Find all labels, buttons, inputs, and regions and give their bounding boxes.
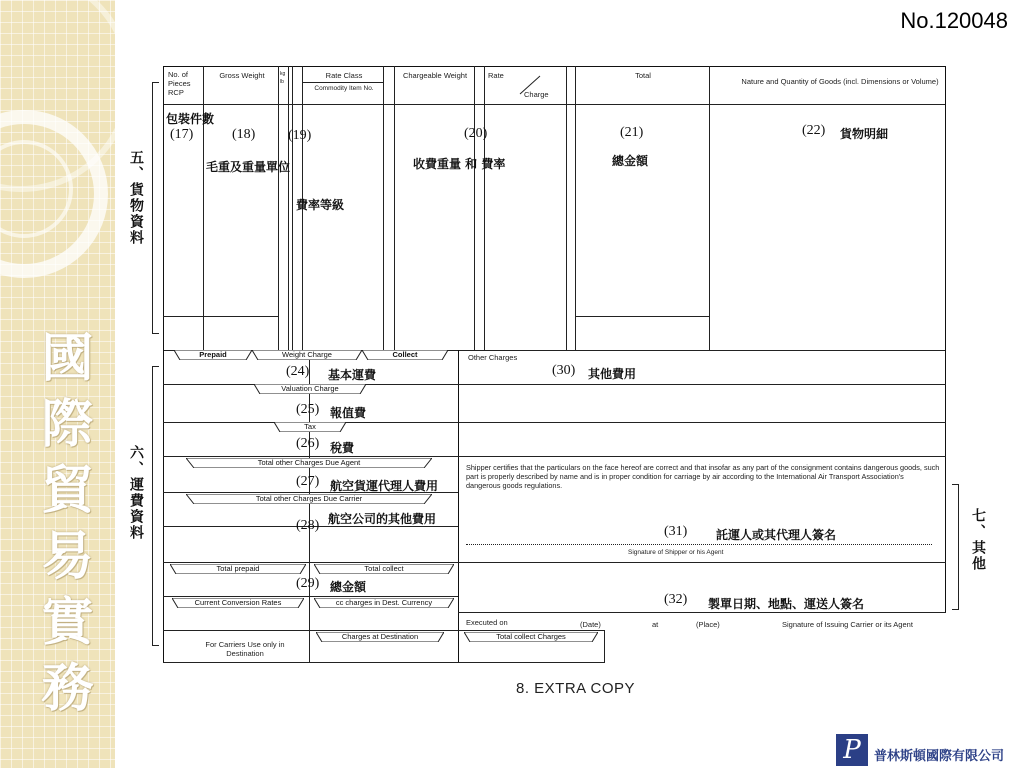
annot-basic: 基本運費 (328, 368, 377, 382)
annot-28: (28) (296, 518, 320, 533)
col-line (383, 66, 384, 350)
annot-32: (32) (664, 592, 688, 607)
col-line (163, 316, 278, 317)
section-five-bracket (152, 82, 159, 334)
executed-on-label: Executed on (466, 618, 508, 627)
other-charges-label: Other Charges (468, 353, 518, 362)
document-number: No.120048 (900, 8, 1008, 33)
tab-total-other-agent: Total other Charges Due Agent (186, 458, 432, 468)
tab-cc-charges: cc charges in Dest. Currency (314, 598, 454, 608)
annot-gross: 毛重及重量單位 (206, 160, 291, 174)
header-chargeable-weight: Chargeable Weight (402, 71, 468, 80)
col-line (394, 66, 395, 350)
annot-18: (18) (232, 127, 256, 142)
execution-dotted-line (466, 612, 936, 614)
header-commodity: Commodity Item No. (314, 85, 374, 92)
col-line (575, 66, 576, 350)
extra-copy-label: 8. EXTRA COPY (516, 680, 636, 697)
annot-30: (30) (552, 363, 576, 378)
company-logo (836, 734, 868, 766)
row-line (458, 384, 946, 385)
col-line (484, 66, 485, 350)
annot-total-amount: 總金額 (330, 580, 367, 594)
annot-chargeable: 收費重量 和 費率 (413, 157, 506, 171)
tab-total-prepaid: Total prepaid (170, 564, 306, 574)
annot-21: (21) (620, 125, 644, 140)
tab-weight-charge: Weight Charge (252, 350, 362, 360)
annot-tax: 稅費 (330, 441, 355, 455)
col-line (604, 630, 605, 662)
col-line (302, 82, 383, 83)
row-line (458, 456, 946, 457)
annot-carrier: 航空公司的其他費用 (328, 512, 437, 526)
header-total: Total (635, 71, 651, 80)
tab-valuation-charge: Valuation Charge (254, 384, 366, 394)
header-rate: Rate (488, 71, 504, 80)
header-gross-weight: Gross Weight (219, 71, 265, 80)
annot-29: (29) (296, 576, 320, 591)
col-line (458, 350, 459, 662)
annot-agent: 航空貨運代理人費用 (330, 479, 439, 493)
row-line (458, 422, 946, 423)
company-name: 普林斯頓國際有限公司 (874, 749, 1005, 764)
annot-total: 總金額 (612, 154, 649, 168)
form-right-border (945, 66, 946, 612)
annot-20: (20) (464, 126, 488, 141)
form-top-border (163, 66, 946, 67)
annot-goods: 貨物明細 (840, 127, 889, 141)
section-seven-bracket (952, 484, 959, 610)
signature-dotted-line (466, 544, 932, 546)
annot-issue: 製單日期、地點、運送人簽名 (708, 597, 865, 611)
section-six-label: 六、運費資料 (128, 445, 144, 541)
row-line (163, 662, 605, 663)
section-six-bracket (152, 366, 159, 646)
header-divider (163, 104, 946, 105)
annot-rate-class: 費率等級 (296, 198, 345, 212)
col-line (575, 316, 709, 317)
col-line (474, 66, 475, 350)
tab-prepaid: Prepaid (174, 350, 252, 360)
annot-other: 其他費用 (588, 367, 637, 381)
row-line (163, 456, 458, 457)
annot-17: (17) (170, 127, 194, 142)
col-line (278, 66, 279, 350)
col-line (292, 66, 293, 350)
annot-19: (19) (288, 128, 312, 143)
annot-26: (26) (296, 436, 320, 451)
annot-22: (22) (802, 123, 826, 138)
col-line (709, 66, 710, 350)
row-line (458, 562, 946, 563)
header-nature-goods: Nature and Quantity of Goods (incl. Dimensions or Volume) (741, 77, 939, 86)
issuing-carrier-label: Signature of Issuing Carrier or its Agent (782, 620, 913, 629)
carriers-use-label: For Carriers Use only in Destination (205, 640, 285, 658)
logo-letter: P (843, 735, 861, 765)
annot-valuation: 報值費 (330, 406, 367, 420)
sidebar-title: 國際貿易實務 (32, 330, 93, 726)
row-line (163, 562, 458, 563)
tab-collect: Collect (362, 350, 448, 360)
col-line (203, 66, 204, 350)
header-kg-lb: kg lb (280, 71, 286, 85)
tab-total-other-carrier: Total other Charges Due Carrier (186, 494, 432, 504)
tab-total-collect: Total collect (314, 564, 454, 574)
header-charge: Charge (524, 90, 549, 99)
date-label: (Date) (580, 620, 601, 629)
annot-25: (25) (296, 402, 320, 417)
at-label: at (652, 620, 659, 629)
annot-27: (27) (296, 474, 320, 489)
annot-pieces: 包裝件數 (166, 112, 215, 126)
place-label: (Place) (696, 620, 720, 629)
shipper-certification: Shipper certifies that the particulars on the face hereof are correct and that insofar as any part of the consignment contains dangerous goods, such part is properly described by name and is in proper condition for carriage by air according to the International Air Transport Association's dangerous goods regulations. (466, 463, 940, 490)
tab-charges-destination: Charges at Destination (316, 632, 444, 642)
annot-shipper-sign: 託運人或其代理人簽名 (716, 528, 837, 542)
shipper-signature-label: Signature of Shipper or his Agent (628, 549, 724, 556)
col-line (566, 66, 567, 350)
tab-tax: Tax (274, 422, 346, 432)
col-line (309, 350, 310, 662)
annot-24: (24) (286, 364, 310, 379)
form-left-border (163, 66, 164, 662)
row-line (163, 630, 605, 631)
row-line (163, 596, 458, 597)
section-seven-label: 七、其他 (970, 508, 986, 572)
header-pieces: No. of Pieces RCP (168, 70, 191, 97)
col-line (288, 66, 289, 350)
header-rate-class: Rate Class (325, 71, 363, 80)
section-five-label: 五、貨物資料 (128, 150, 144, 246)
tab-conversion-rates: Current Conversion Rates (172, 598, 304, 608)
tab-total-collect-charges: Total collect Charges (464, 632, 598, 642)
annot-31: (31) (664, 524, 688, 539)
